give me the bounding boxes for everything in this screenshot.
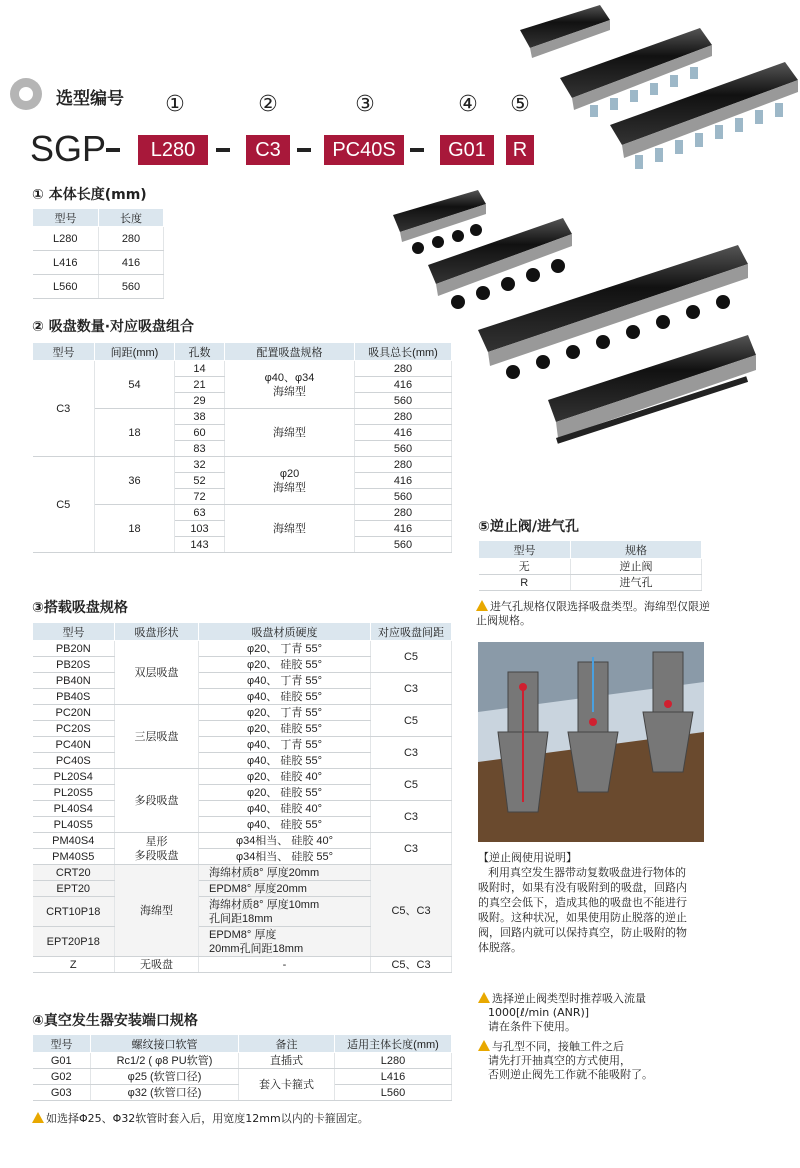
cell: 38 — [175, 409, 225, 425]
cell: EPT20P18 — [33, 927, 115, 957]
length-table — [32, 208, 164, 299]
desc-line: 体脱落。 — [478, 941, 522, 954]
cell: 560 — [355, 537, 452, 553]
cell: C5、C3 — [371, 865, 452, 957]
cell: φ20、 硅胶 40° — [199, 769, 371, 785]
cell: L416 — [33, 251, 99, 275]
col-header: 吸盘形状 — [115, 623, 199, 641]
cell: L560 — [33, 275, 99, 299]
col-header: 孔数 — [175, 343, 225, 361]
warning-text: 否则逆止阀先工作就不能吸附了。 — [488, 1068, 653, 1081]
cell: φ20、 硅胶 55° — [199, 657, 371, 673]
cell: 63 — [175, 505, 225, 521]
check-valve-illustration — [478, 642, 704, 842]
cell: φ20、 丁青 55° — [199, 641, 371, 657]
cell: φ40、 硅胶 55° — [199, 689, 371, 705]
cell: 52 — [175, 473, 225, 489]
cell: φ20、 硅胶 55° — [199, 721, 371, 737]
warning-icon — [32, 1112, 44, 1123]
code-port: G01 — [440, 135, 494, 165]
product-image-top — [510, 0, 800, 180]
warning-text: 与孔型不同，接触工件之后 — [492, 1040, 624, 1053]
col-header: 配置吸盘规格 — [225, 343, 355, 361]
col-header: 型号 — [33, 623, 115, 641]
cell: PL40S4 — [33, 801, 115, 817]
cell: PC20S — [33, 721, 115, 737]
cell: 560 — [355, 489, 452, 505]
cell: 83 — [175, 441, 225, 457]
cell: C5 — [371, 705, 452, 737]
cell: PM40S4 — [33, 833, 115, 849]
col-header: 长度 — [99, 209, 164, 227]
cell — [199, 897, 371, 927]
section4-title: ④真空发生器安装端口规格 — [32, 1013, 198, 1029]
desc-line: 吸附。这种状况，如果使用防止脱落的逆止 — [478, 911, 687, 924]
cell: PB20N — [33, 641, 115, 657]
port-note-text: 如选择Φ25、Φ32软管时套入后，用宽度12mm以内的卡箍固定。 — [46, 1112, 369, 1125]
cell — [225, 361, 355, 409]
cell: 套入卡箍式 — [239, 1069, 335, 1101]
warning-icon — [478, 992, 490, 1003]
cell: G02 — [33, 1069, 91, 1085]
cell: PL40S5 — [33, 817, 115, 833]
valve-table — [478, 540, 702, 591]
cell: 无吸盘 — [115, 957, 199, 973]
cell: 280 — [355, 361, 452, 377]
cell: 416 — [355, 425, 452, 441]
valve-note-text: 进气孔规格仅限选择吸盘类型。海绵型仅限逆 — [490, 600, 710, 613]
cell: 14 — [175, 361, 225, 377]
cell: 280 — [355, 505, 452, 521]
circled-2: ② — [258, 92, 278, 117]
col-header: 螺纹接口软管 — [91, 1035, 239, 1053]
col-header: 备注 — [239, 1035, 335, 1053]
cell: 72 — [175, 489, 225, 505]
valve-note — [476, 600, 726, 628]
desc-title: 【逆止阀使用说明】 — [478, 851, 577, 864]
section1-title: ① 本体长度(mm) — [32, 187, 147, 203]
valve-note-text: 止阀规格。 — [476, 614, 531, 627]
dash — [410, 148, 424, 152]
cell: 海绵型 — [115, 865, 199, 957]
section2-title: ② 吸盘数量·对应吸盘组合 — [32, 319, 195, 335]
cell: 直插式 — [239, 1053, 335, 1069]
cell: C5 — [33, 457, 95, 553]
cell: C3 — [371, 673, 452, 705]
cell: 18 — [95, 409, 175, 457]
desc-line: 阀，回路内就可以保持真空，防止吸附的物 — [478, 926, 687, 939]
spec-text: φ40、φ34 — [264, 371, 315, 384]
cell — [199, 927, 371, 957]
cell: φ40、 硅胶 55° — [199, 753, 371, 769]
cell: φ32 (软管口径) — [91, 1085, 239, 1101]
cell — [225, 457, 355, 505]
cell: PM40S5 — [33, 849, 115, 865]
cell: C5 — [371, 641, 452, 673]
col-header: 间距(mm) — [95, 343, 175, 361]
cell: 60 — [175, 425, 225, 441]
circled-5: ⑤ — [510, 92, 530, 117]
warning-text: 请在条件下使用。 — [488, 1020, 576, 1033]
cell: PL20S4 — [33, 769, 115, 785]
circled-1: ① — [165, 92, 185, 117]
cell: φ40、 丁青 55° — [199, 673, 371, 689]
warning-text: 选择逆止阀类型时推荐吸入流量 — [492, 992, 646, 1005]
section5-title: ⑤逆止阀/进气孔 — [478, 519, 579, 535]
cell: C3 — [371, 833, 452, 865]
cell: φ40、 硅胶 55° — [199, 817, 371, 833]
col-header: 型号 — [33, 209, 99, 227]
col-header: 吸盘材质硬度 — [199, 623, 371, 641]
cell: L560 — [335, 1085, 452, 1101]
code-valve: R — [506, 135, 534, 165]
warning-icon — [476, 600, 488, 611]
cell: 416 — [355, 377, 452, 393]
cell: φ25 (软管口径) — [91, 1069, 239, 1085]
cell: 560 — [355, 441, 452, 457]
cell: 海绵材质8° 厚度20mm — [199, 865, 371, 881]
cell: EPDM8° 厚度20mm — [199, 881, 371, 897]
page-title: 选型编号 — [56, 89, 124, 109]
cell: - — [199, 957, 371, 973]
port-table — [32, 1034, 452, 1101]
cell: 36 — [95, 457, 175, 505]
cell: C5 — [371, 769, 452, 801]
cup-spec-table — [32, 622, 452, 973]
shape-text: 星形 — [145, 835, 168, 848]
cell: PC20N — [33, 705, 115, 721]
cell: G01 — [33, 1053, 91, 1069]
circled-3: ③ — [355, 92, 375, 117]
code-cup-spec: PC40S — [324, 135, 404, 165]
cell: R — [479, 575, 571, 591]
cell: φ40、 硅胶 40° — [199, 801, 371, 817]
cell: φ34相当、 硅胶 55° — [199, 849, 371, 865]
shape-text: 多段吸盘 — [134, 849, 179, 862]
cup-count-table — [32, 342, 452, 553]
cell: φ40、 丁青 55° — [199, 737, 371, 753]
cell: 18 — [95, 505, 175, 553]
cell: 29 — [175, 393, 225, 409]
cell: φ34相当、 硅胶 40° — [199, 833, 371, 849]
col-header: 对应吸盘间距 — [371, 623, 452, 641]
cell: 无 — [479, 559, 571, 575]
material-text: EPDM8° 厚度 — [209, 928, 277, 941]
cell: Rc1/2 ( φ8 PU软管) — [91, 1053, 239, 1069]
col-header: 适用主体长度(mm) — [335, 1035, 452, 1053]
dash — [106, 148, 120, 152]
warning-flow — [478, 992, 646, 1034]
code-length: L280 — [138, 135, 208, 165]
cell: L280 — [335, 1053, 452, 1069]
cell: PL20S5 — [33, 785, 115, 801]
cell: C3 — [33, 361, 95, 457]
cell: PC40N — [33, 737, 115, 753]
cell: 416 — [355, 521, 452, 537]
cell: C3 — [371, 737, 452, 769]
circled-4: ④ — [458, 92, 478, 117]
material-text: 海绵材质8° 厚度10mm — [209, 898, 320, 911]
col-header: 型号 — [33, 343, 95, 361]
cell — [115, 833, 199, 865]
cell: C3 — [371, 801, 452, 833]
cell: 多段吸盘 — [115, 769, 199, 833]
cell: 560 — [355, 393, 452, 409]
col-header: 吸具总长(mm) — [355, 343, 452, 361]
vacuum-gripper-sponge-2 — [428, 218, 572, 309]
cell: 海绵型 — [225, 505, 355, 553]
warning-icon — [478, 1040, 490, 1051]
dash — [216, 148, 230, 152]
cell: CRT10P18 — [33, 897, 115, 927]
cell: 103 — [175, 521, 225, 537]
cell: φ20、 丁青 55° — [199, 705, 371, 721]
material-text: 孔间距18mm — [209, 912, 273, 925]
sgp-prefix: SGP — [30, 128, 107, 169]
cell: φ20、 硅胶 55° — [199, 785, 371, 801]
vacuum-gripper-short — [520, 5, 610, 58]
cell: PB40N — [33, 673, 115, 689]
cell: 280 — [355, 457, 452, 473]
title-circle-inner — [19, 87, 33, 101]
cell: 三层吸盘 — [115, 705, 199, 769]
cell: PB20S — [33, 657, 115, 673]
port-note — [32, 1112, 369, 1126]
col-header: 型号 — [33, 1035, 91, 1053]
desc-line: 的真空会低下，造成其他的吸盘也不能进行 — [478, 896, 687, 909]
vacuum-gripper-sponge-1 — [393, 190, 486, 254]
cell: 280 — [99, 227, 164, 251]
cell: 280 — [355, 409, 452, 425]
cell: C5、C3 — [371, 957, 452, 973]
cell: CRT20 — [33, 865, 115, 881]
dash — [297, 148, 311, 152]
cell: 32 — [175, 457, 225, 473]
cell: 560 — [99, 275, 164, 299]
spec-text: φ20 — [279, 467, 300, 480]
cell: EPT20 — [33, 881, 115, 897]
cell: Z — [33, 957, 115, 973]
cell: L280 — [33, 227, 99, 251]
cell: L416 — [335, 1069, 452, 1085]
warning-usage — [478, 1040, 653, 1082]
cell: 双层吸盘 — [115, 641, 199, 705]
section3-title: ③搭载吸盘规格 — [32, 600, 128, 616]
col-header: 型号 — [479, 541, 571, 559]
spec-text: 海绵型 — [273, 385, 306, 398]
warning-text: 请先打开抽真空的方式使用， — [488, 1054, 631, 1067]
warning-text: 1000[ℓ/min (ANR)] — [488, 1006, 590, 1019]
cell: 逆止阀 — [571, 559, 702, 575]
spec-text: 海绵型 — [273, 481, 306, 494]
cell: 54 — [95, 361, 175, 409]
cell: 416 — [99, 251, 164, 275]
cell: G03 — [33, 1085, 91, 1101]
code-cup-count: C3 — [246, 135, 290, 165]
cell: 21 — [175, 377, 225, 393]
cell: 143 — [175, 537, 225, 553]
col-header: 规格 — [571, 541, 702, 559]
cell: 416 — [355, 473, 452, 489]
cell: 海绵型 — [225, 409, 355, 457]
cell: 进气孔 — [571, 575, 702, 591]
desc-line: 吸附时，如果有没有吸附到的吸盘，回路内 — [478, 881, 687, 894]
cell: PC40S — [33, 753, 115, 769]
desc-line: 利用真空发生器带动复数吸盘进行物体的 — [488, 866, 686, 879]
material-text: 20mm孔间距18mm — [209, 942, 304, 955]
valve-description — [478, 850, 723, 955]
cell: PB40S — [33, 689, 115, 705]
